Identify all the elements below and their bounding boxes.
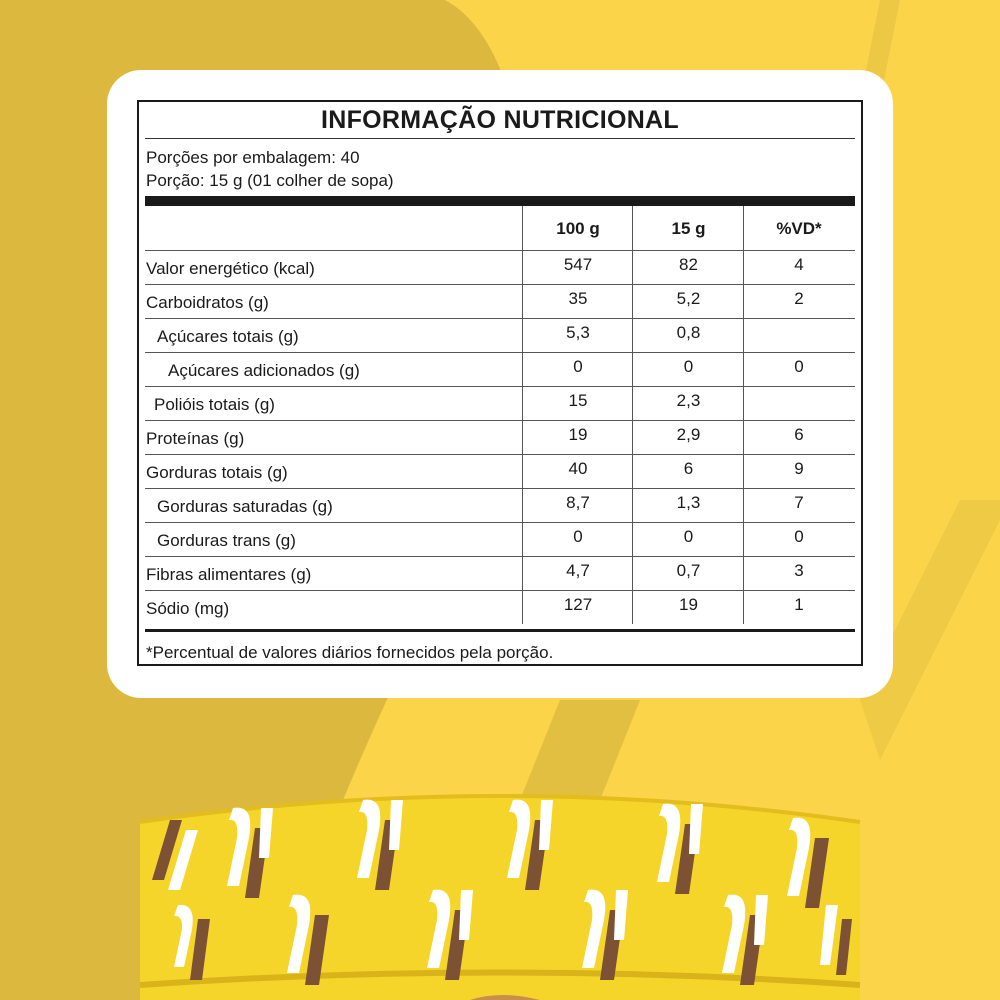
nutrient-name: Açúcares totais (g): [157, 327, 299, 346]
nutrient-name: Valor energético (kcal): [146, 259, 315, 278]
value-100g: 127: [522, 590, 633, 624]
thick-divider: [145, 196, 855, 206]
servings-per-package: Porções por embalagem: 40: [146, 148, 360, 167]
value-portion: 0,8: [632, 318, 744, 352]
column-header-100g: 100 g: [522, 206, 633, 250]
value-portion: 2,9: [632, 420, 744, 454]
table-row: [145, 352, 855, 387]
table-row: [145, 284, 855, 319]
jar-lid: [140, 796, 860, 1000]
value-100g: 15: [522, 386, 633, 420]
table-row: [145, 454, 855, 489]
value-vd: 9: [743, 454, 854, 488]
title-divider: [145, 138, 855, 139]
footnote: *Percentual de valores diários fornecidos pela porção.: [146, 643, 554, 662]
value-100g: 5,3: [522, 318, 633, 352]
serving-size: Porção: 15 g (01 colher de sopa): [146, 171, 394, 190]
value-100g: 547: [522, 250, 633, 284]
nutrition-card: [107, 70, 893, 698]
value-vd: 3: [743, 556, 854, 590]
table-row: [145, 318, 855, 353]
value-portion: 0: [632, 522, 744, 556]
nutrition-title: INFORMAÇÃO NUTRICIONAL: [321, 106, 679, 134]
value-100g: 8,7: [522, 488, 633, 522]
value-vd: [743, 386, 854, 420]
value-vd: 7: [743, 488, 854, 522]
table-row: [145, 590, 855, 624]
value-100g: 0: [522, 352, 633, 386]
value-vd: 1: [743, 590, 854, 624]
value-vd: [743, 318, 854, 352]
table-row: [145, 250, 855, 285]
table-header-row: [145, 206, 855, 251]
table-row: [145, 386, 855, 421]
value-portion: 82: [632, 250, 744, 284]
nutrient-name: Proteínas (g): [146, 429, 245, 448]
value-portion: 5,2: [632, 284, 744, 318]
nutrient-name: Açúcares adicionados (g): [168, 361, 360, 380]
table-row: [145, 420, 855, 455]
value-100g: 0: [522, 522, 633, 556]
value-vd: 0: [743, 352, 854, 386]
value-vd: 2: [743, 284, 854, 318]
nutrient-name: Sódio (mg): [146, 599, 230, 618]
nutrient-name: Carboidratos (g): [146, 293, 269, 312]
table-row: [145, 488, 855, 523]
nutrient-name: Gorduras saturadas (g): [157, 497, 333, 516]
value-vd: 0: [743, 522, 854, 556]
value-100g: 19: [522, 420, 633, 454]
value-portion: 6: [632, 454, 744, 488]
value-100g: 40: [522, 454, 633, 488]
column-header-portion: 15 g: [632, 206, 744, 250]
column-header-vd: %VD*: [743, 206, 854, 250]
value-100g: 4,7: [522, 556, 633, 590]
value-portion: 19: [632, 590, 744, 624]
nutrient-name: Fibras alimentares (g): [146, 565, 312, 584]
value-vd: 6: [743, 420, 854, 454]
nutrient-name: Gorduras trans (g): [157, 531, 296, 550]
value-portion: 0,7: [632, 556, 744, 590]
bottom-divider: [145, 629, 855, 632]
value-100g: 35: [522, 284, 633, 318]
value-portion: 1,3: [632, 488, 744, 522]
nutrient-name: Polióis totais (g): [154, 395, 275, 414]
nutrient-name: Gorduras totais (g): [146, 463, 288, 482]
table-row: [145, 522, 855, 557]
nutrition-facts-table: [137, 100, 863, 666]
value-vd: 4: [743, 250, 854, 284]
value-portion: 0: [632, 352, 744, 386]
table-row: [145, 556, 855, 591]
value-portion: 2,3: [632, 386, 744, 420]
